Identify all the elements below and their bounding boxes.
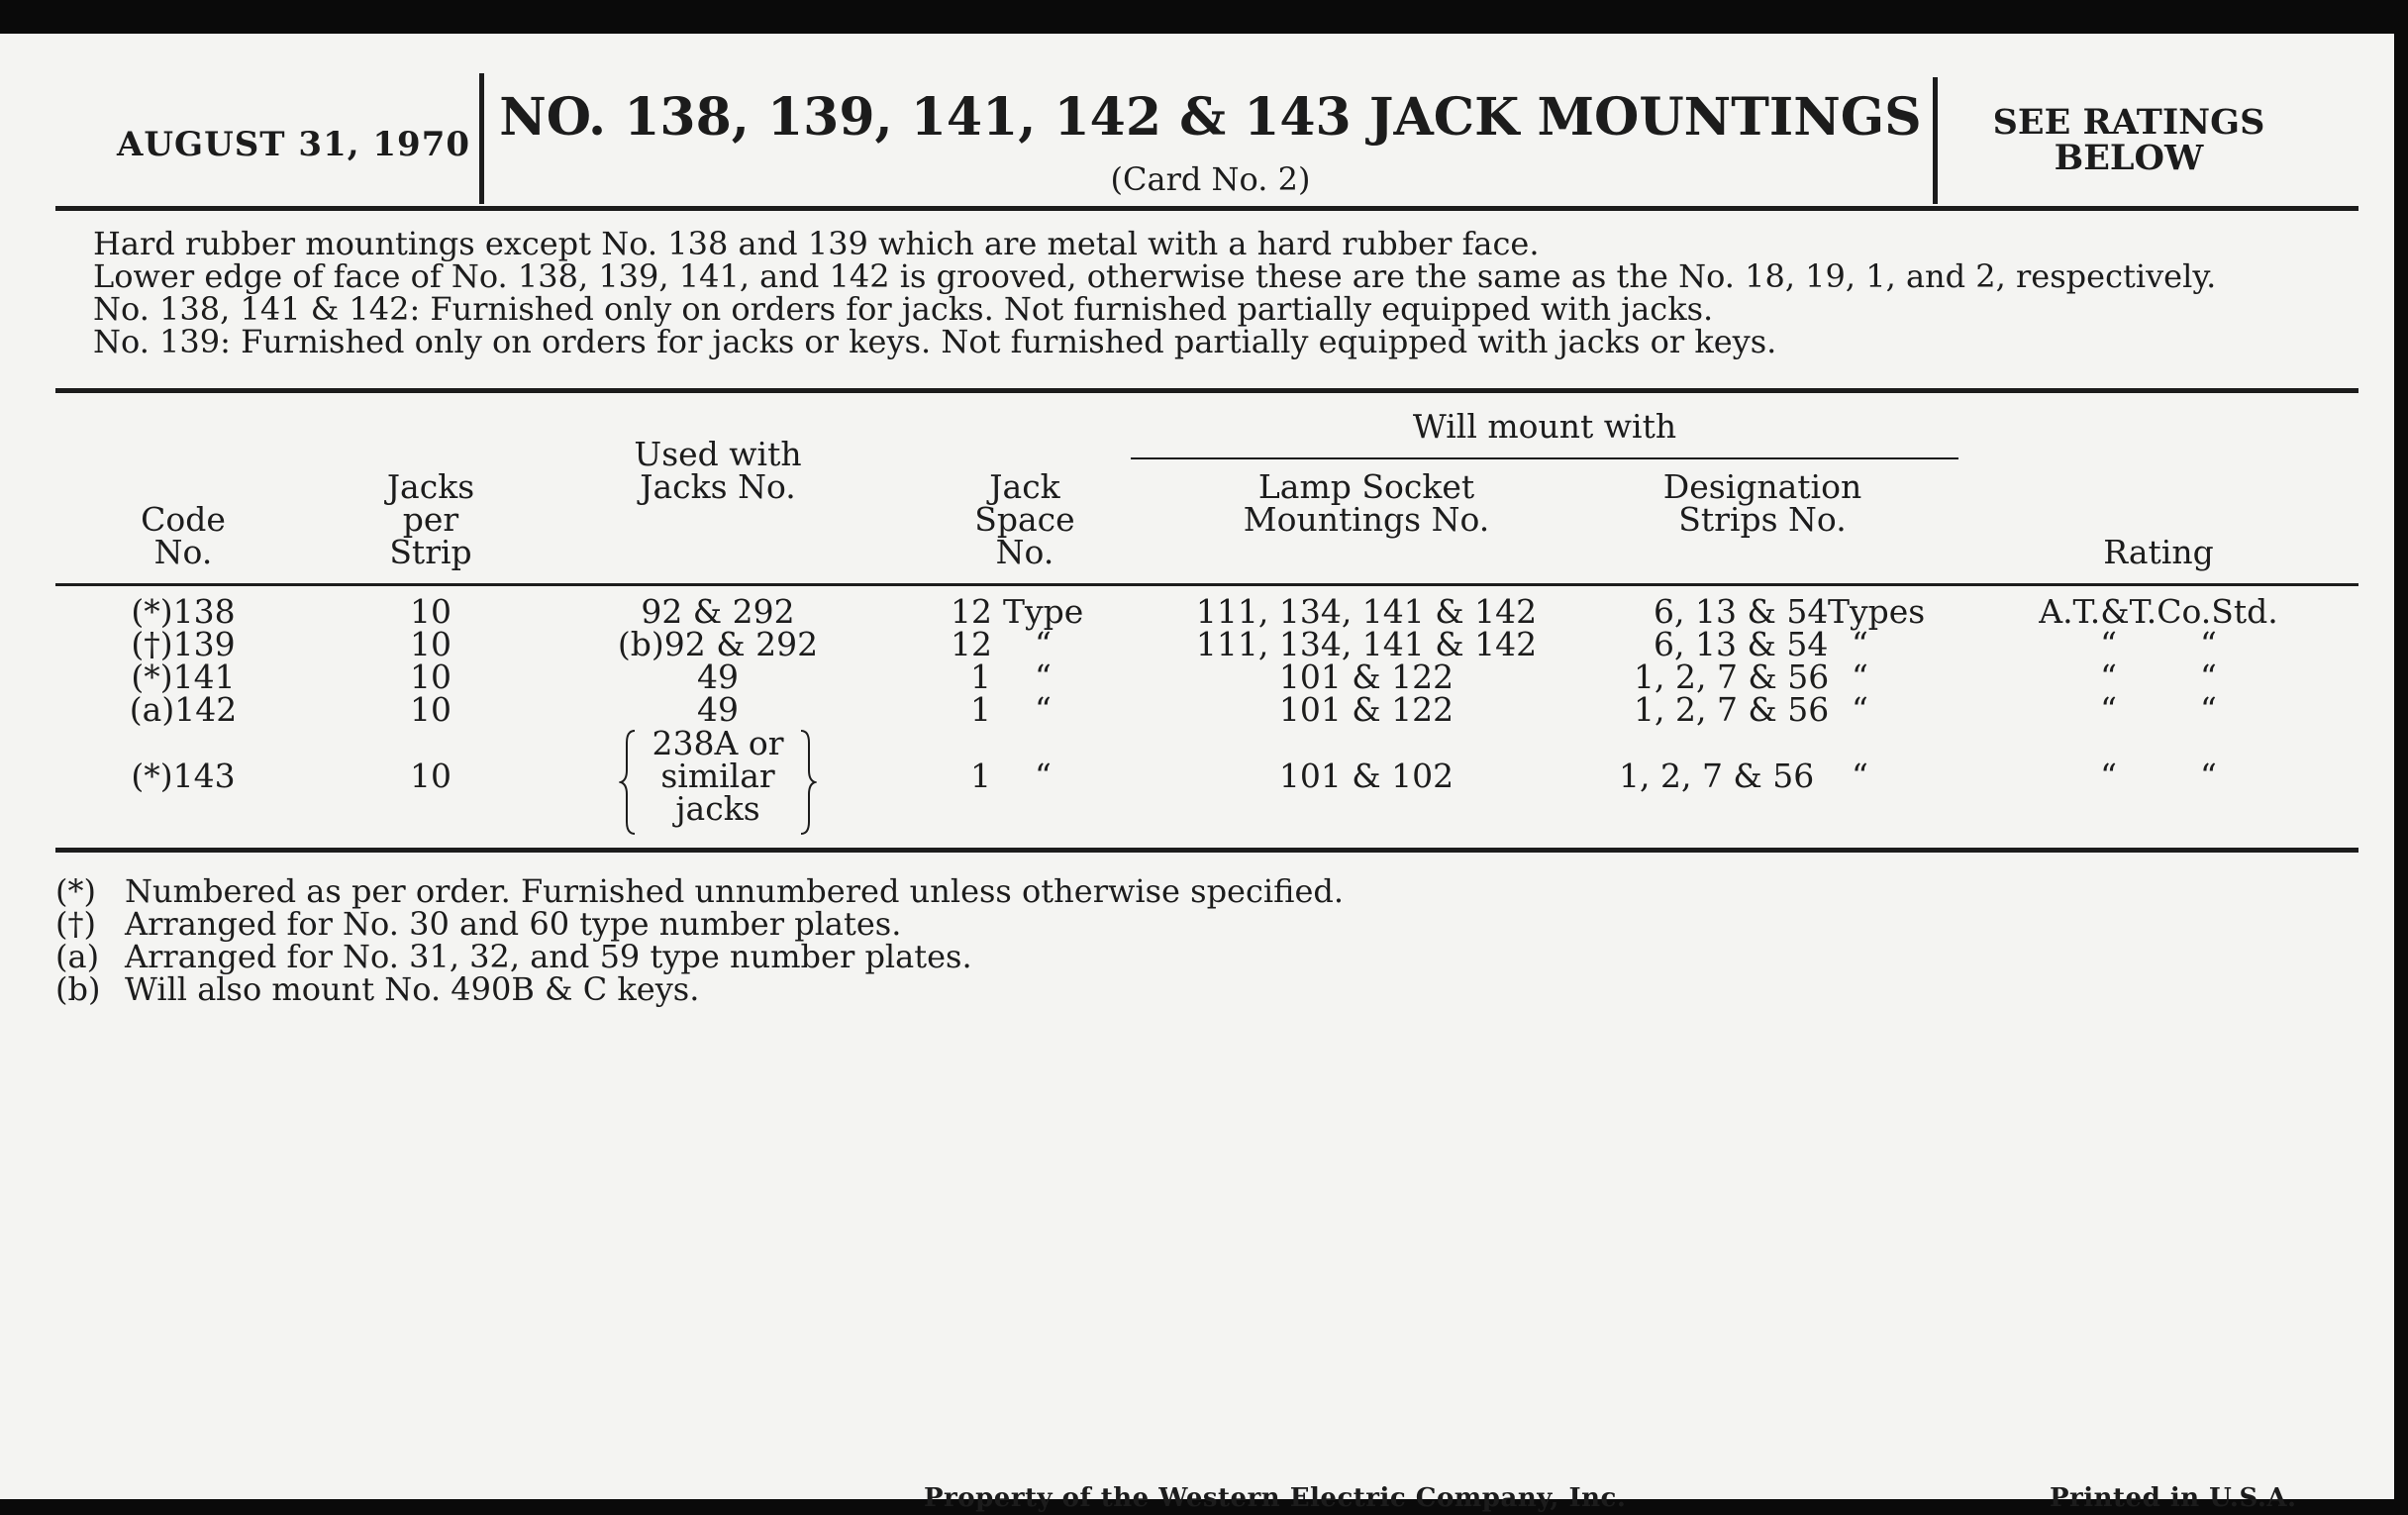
footnote-mark: (*) (55, 872, 96, 910)
cell-code: (*)141 (131, 657, 236, 696)
header-divider-left (479, 73, 484, 204)
notes-rule (55, 388, 2358, 393)
note-line: No. 138, 141 & 142: Furnished only on orders for jacks. Not furnished partially equipped with jacks. (93, 290, 1714, 328)
footnote-text: Numbered as per order. Furnished unnumbered unless otherwise specified. (125, 872, 1345, 910)
cell-jack-space: 12 (951, 592, 992, 631)
cell-jack-space-type: “ (1035, 657, 1052, 696)
cell-jack-space-type: “ (1035, 757, 1052, 795)
cell-designation: 6, 13 & 54 (1654, 625, 1829, 663)
col-header-lamp-socket: Lamp Socket Mountings No. (1243, 467, 1490, 539)
used-with-line: jacks (675, 789, 760, 828)
col-header-used-with: Used with Jacks No. (634, 435, 802, 506)
cell-used-with: 49 (697, 690, 739, 729)
card-subtitle: (Card No. 2) (1110, 160, 1311, 198)
footnote (55, 872, 1345, 910)
cell-jack-space: 1 (970, 757, 991, 795)
cell-jack-space-type: Type (1003, 592, 1084, 631)
cell-designation: 1, 2, 7 & 56 (1634, 690, 1830, 729)
table-header-rule (55, 583, 2358, 586)
col-header-jack-space: Jack Space No. (974, 467, 1075, 571)
catalog-card (0, 34, 2394, 1513)
cell-jacks: 10 (410, 657, 452, 696)
used-with-line: similar (660, 757, 775, 795)
cell-jack-space-type: “ (1035, 690, 1052, 729)
printed-notice: Printed in U.S.A. (2050, 1483, 2297, 1513)
footnote-text: Arranged for No. 30 and 60 type number plates. (125, 905, 902, 943)
cell-jacks: 10 (410, 625, 452, 663)
group-header-will-mount-with: Will mount with (1412, 407, 1677, 446)
note-line: No. 139: Furnished only on orders for jacks or keys. Not furnished partially equipped with jacks or keys. (93, 323, 1777, 360)
used-with-multiline (619, 724, 817, 828)
cell-jacks: 10 (410, 690, 452, 729)
cell-designation: 1, 2, 7 & 56 (1634, 657, 1830, 696)
cell-jack-space: 12 (951, 625, 992, 663)
rating-note: SEE RATINGS BELOW (1992, 102, 2265, 178)
cell-designation-type: “ (1852, 625, 1868, 663)
cell-used-with: (b)92 & 292 (617, 625, 819, 663)
note-line: Hard rubber mountings except No. 138 and 139 which are metal with a hard rubber face. (93, 225, 1540, 262)
cell-used-with: 92 & 292 (641, 592, 795, 631)
col-header-code: Code No. (141, 500, 226, 571)
footnote-mark: (†) (55, 905, 96, 943)
cell-jacks: 10 (410, 757, 452, 795)
footnote-text: Arranged for No. 31, 32, and 59 type number plates. (125, 938, 972, 975)
cell-code: (*)143 (131, 757, 236, 795)
cell-jacks: 10 (410, 592, 452, 631)
col-header-designation: Designation Strips No. (1662, 467, 1862, 539)
cell-code: (a)142 (129, 690, 238, 729)
cell-lamp-socket: 111, 134, 141 & 142 (1195, 592, 1538, 631)
footnote-mark: (b) (55, 970, 101, 1008)
cell-rating: “ “ (2100, 657, 2217, 696)
property-notice: Property of the Western Electric Company, Inc. (924, 1483, 1627, 1513)
cell-jack-space-type: “ (1035, 625, 1052, 663)
cell-rating: “ “ (2100, 690, 2217, 729)
footnote (55, 970, 1344, 1008)
card-date: AUGUST 31, 1970 (117, 125, 471, 164)
table-bottom-rule (55, 848, 2358, 853)
footnote (55, 938, 1344, 975)
cell-designation: 6, 13 & 54 (1654, 592, 1829, 631)
card-title: NO. 138, 139, 141, 142 & 143 JACK MOUNTINGS (499, 87, 1922, 148)
cell-rating: A.T.&T.Co.Std. (2039, 592, 2278, 631)
col-header-rating: Rating (2103, 533, 2214, 571)
col-header-jacks-per-strip: Jacks per Strip (386, 467, 475, 571)
cell-used-with: 49 (697, 657, 739, 696)
cell-designation-type: “ (1852, 757, 1868, 795)
footnote-mark: (a) (55, 938, 100, 975)
cell-designation-type: “ (1852, 690, 1868, 729)
cell-lamp-socket: 101 & 122 (1278, 690, 1455, 729)
cell-jack-space: 1 (970, 657, 991, 696)
footnote-text: Will also mount No. 490B & C keys. (125, 970, 700, 1008)
cell-code: (†)139 (131, 625, 236, 663)
cell-code: (*)138 (131, 592, 236, 631)
cell-rating: “ “ (2100, 625, 2217, 663)
header-rule (55, 206, 2358, 211)
cell-lamp-socket: 101 & 122 (1278, 657, 1455, 696)
cell-used-with (619, 724, 817, 838)
cell-designation: 1, 2, 7 & 56 (1619, 757, 1815, 795)
footnotes (55, 872, 1345, 1008)
cell-rating: “ “ (2100, 757, 2217, 795)
cell-lamp-socket: 111, 134, 141 & 142 (1195, 625, 1538, 663)
group-header-rule (1131, 457, 1958, 459)
cell-designation-type: Types (1828, 592, 1926, 631)
footnote (55, 905, 1344, 943)
used-with-line: 238A or (652, 724, 784, 762)
description-notes (93, 225, 2217, 360)
note-line: Lower edge of face of No. 138, 139, 141, and 142 is grooved, otherwise these are the same as the No. 18, 19, 1, and 2, respectively. (93, 257, 2217, 295)
cell-lamp-socket: 101 & 102 (1278, 757, 1455, 795)
cell-designation-type: “ (1852, 657, 1868, 696)
cell-jack-space: 1 (970, 690, 991, 729)
